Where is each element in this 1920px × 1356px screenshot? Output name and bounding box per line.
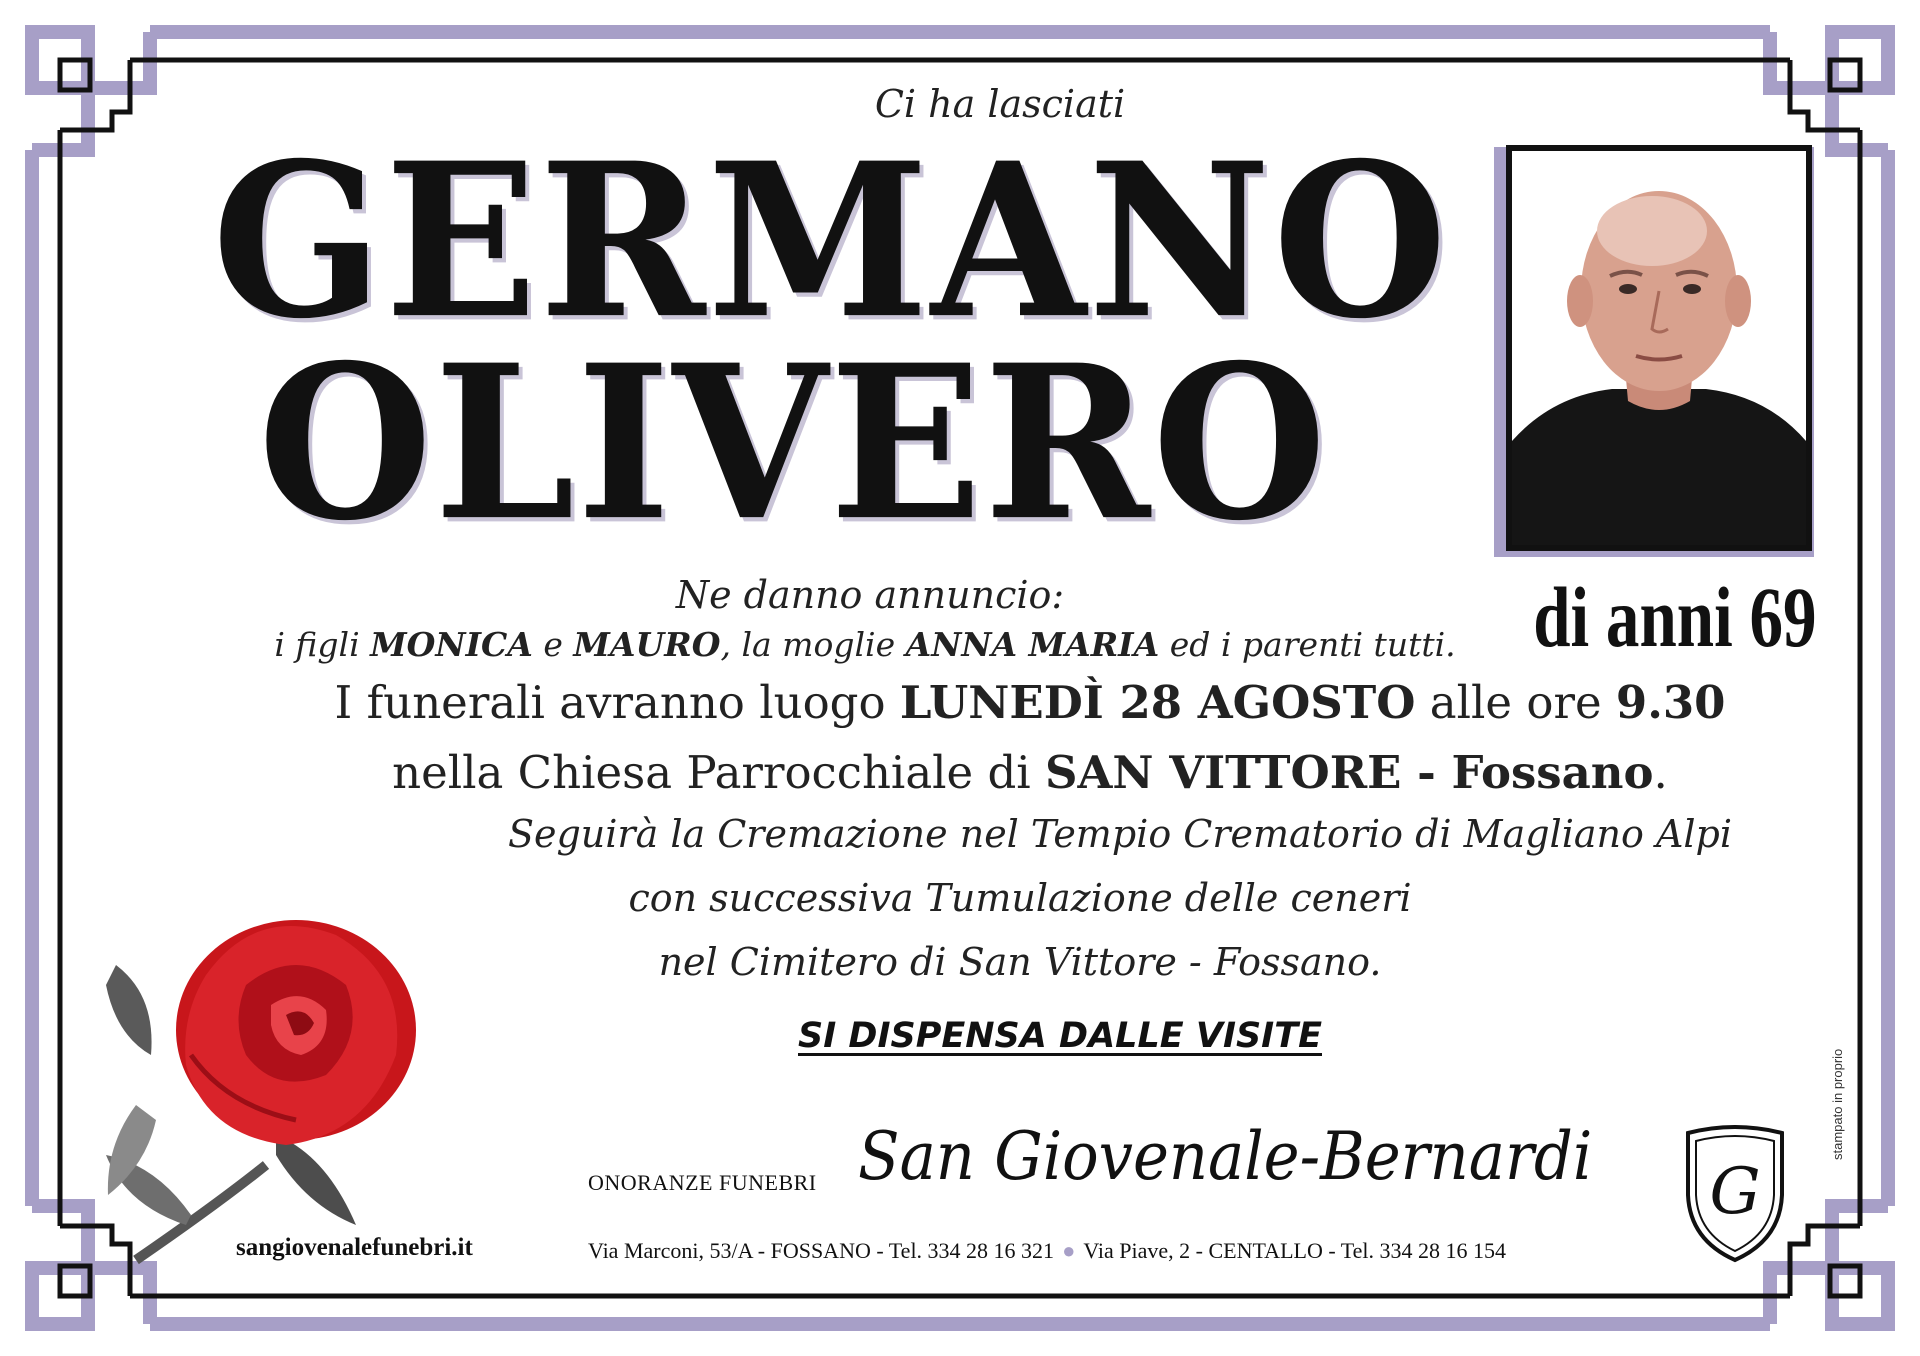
intro-text: Ci ha lasciati [874,82,1126,126]
family-text: , la moglie [720,625,906,664]
funeral-text: I funerali avranno luogo [334,676,900,729]
announce-label: Ne danno annuncio: [675,573,1065,617]
funeral-text: alle ore [1415,676,1616,729]
deceased-photo [1506,145,1812,551]
cemetery-line: nel Cimitero di San Vittore - Fossano. [658,940,1382,984]
deceased-last-name: OLIVERO [258,318,1329,569]
family-text: e [532,625,574,664]
funeral-line [230,676,1830,729]
agency-name: San Giovenale-Bernardi [858,1118,1593,1195]
child-name: MAURO [573,625,721,664]
church-text: . [1653,746,1668,799]
family-text: i figli [274,625,371,664]
family-line [260,625,1470,664]
age-label: di anni 69 [1533,569,1817,665]
funeral-time: 9.30 [1615,676,1726,729]
agency-addresses [588,1238,1688,1264]
church-text: nella Chiesa Parrocchiale di [392,746,1045,799]
wife-name: ANNA MARIA [905,625,1160,664]
crest-letter: G [1709,1155,1761,1229]
no-visits-note [580,1016,1540,1056]
no-visits-text: SI DISPENSA DALLE VISITE [798,1016,1322,1056]
agency-website: sangiovenalefunebri.it [236,1234,473,1261]
church-place: SAN VITTORE - Fossano [1045,746,1654,799]
agency-label: ONORANZE FUNEBRI [588,1170,817,1195]
address-centallo: Via Piave, 2 - CENTALLO - Tel. 334 28 16 154 [1083,1238,1507,1263]
rose-icon [96,905,426,1265]
portrait-illustration [1512,151,1806,545]
church-line [230,746,1830,799]
tumulation-line: con successiva Tumulazione delle ceneri [628,876,1412,920]
funeral-date: LUNEDÌ 28 AGOSTO [899,676,1416,729]
printed-note: stampato in proprio [1830,1048,1845,1160]
separator-dot-icon: ● [1062,1238,1076,1263]
family-text: ed i parenti tutti. [1159,625,1456,664]
deceased-first-name: GERMANO [212,116,1450,367]
address-fossano: Via Marconi, 53/A - FOSSANO - Tel. 334 28 16 321 [588,1238,1055,1263]
cremation-line: Seguirà la Cremazione nel Tempio Crematorio di Magliano Alpi [507,812,1733,856]
child-name: MONICA [370,625,533,664]
agency-crest-icon [1680,1125,1790,1265]
